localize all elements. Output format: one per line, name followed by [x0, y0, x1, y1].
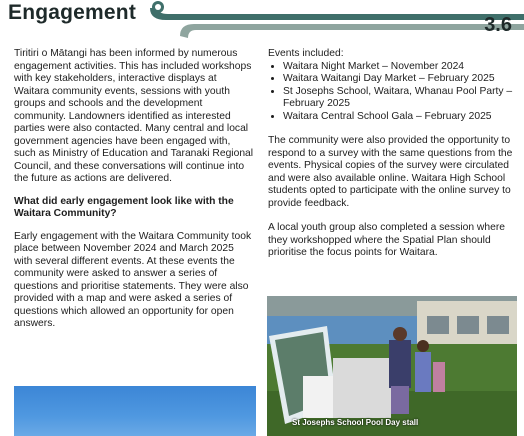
youth-group-paragraph: A local youth group also completed a session where they workshopped where the Spatial Plan should prioritise the focus points for Waitara. [268, 222, 505, 258]
events-heading: Events included: [268, 48, 344, 59]
survey-paragraph: The community were also provided the opportunity to respond to a survey with the same questions from the events. Physical copies of the survey were circulated and were also available online. Waitara High School students opted to participate with the online survey to provide feedback. [268, 135, 513, 209]
section-number: 3.6 [484, 14, 512, 36]
pool-day-photo [267, 296, 517, 436]
events-list [268, 61, 516, 124]
sky-photo [14, 386, 256, 436]
section-question: What did early engagement look like with the Waitara Community? [14, 195, 234, 219]
list-item: • Waitara Central School Gala – February 2025 [283, 111, 516, 124]
photo-caption: St Josephs School Pool Day stall [292, 418, 419, 427]
list-item: • Waitara Waitangi Day Market – February 2025 [283, 73, 516, 86]
right-column [268, 48, 516, 260]
early-engagement-paragraph: Early engagement with the Waitara Community took place between November 2024 and March 2025 with several different events. At these events the community were asked to answer a series of questions and prioritise statements. They were also provided with a map and were asked a series of questions which allowed an opportunity for open answers. [14, 230, 252, 329]
page-title: Engagement [8, 1, 137, 24]
list-item: • Waitara Night Market – November 2024 [283, 61, 516, 74]
header-decoration [146, 0, 524, 46]
list-item: • St Josephs School, Waitara, Whanau Pool Party – February 2025 [283, 86, 516, 111]
intro-paragraph: Tiritiri o Mātangi has been informed by numerous engagement activities. This has included workshops with key stakeholders, interactive displays at Waitara community events, sessions with youth groups and schools and the development community. Landowners identified as interested parties were also contacted. Many central and local government agencies have been engaged with, such as Ministry of Education and Taranaki Regional Council, and these conversations will continue into the future as actions are delivered. [14, 48, 254, 184]
left-column [14, 48, 254, 331]
